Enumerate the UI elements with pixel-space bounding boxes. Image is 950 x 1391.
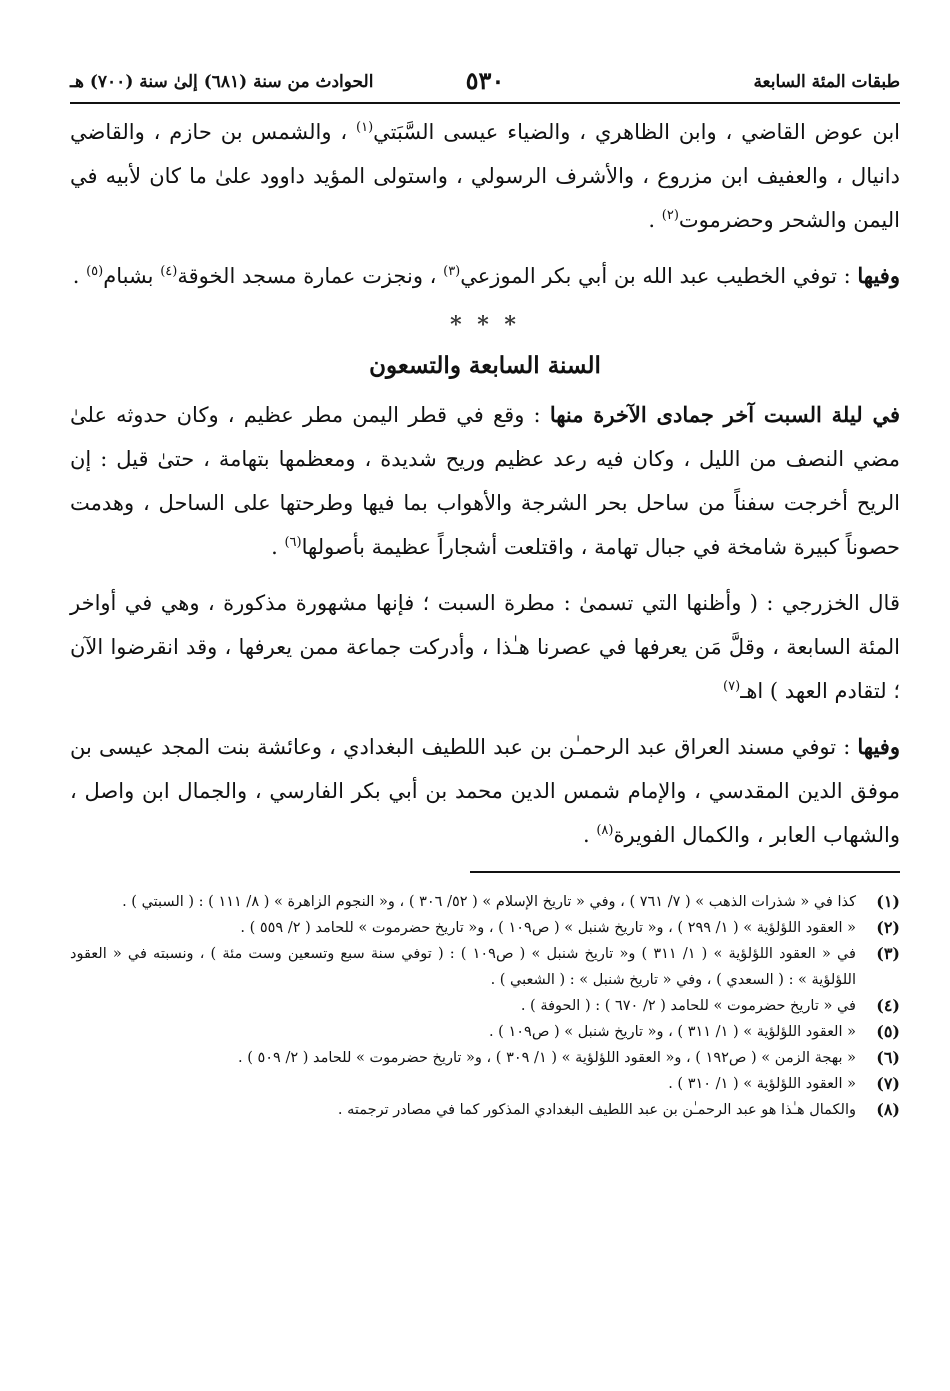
text-run: ، والشمس بن حازم ، والقاضي دانيال ، والعفيف ابن مزروع ، والأشرف الرسولي ، واستولى المؤيد داوود علىٰ ما كان لأبيه في اليمن والشحر وحضرموت bbox=[70, 120, 900, 232]
text-run: : توفي مسند العراق عبد الرحمـٰن بن عبد اللطيف البغدادي ، وعائشة بنت المجد عيسى بن موفق الدين المقدسي ، والإمام شمس الدين محمد بن أبي بكر الفارسي ، والجمال ابن واصل ، والشهاب العابر ، والكمال الفويرة bbox=[70, 735, 900, 847]
paragraph-1 bbox=[70, 110, 900, 242]
footnote bbox=[70, 1019, 900, 1045]
text-run: بشبام bbox=[103, 264, 161, 288]
footnote bbox=[70, 941, 900, 993]
footnote-number: (١) bbox=[876, 892, 900, 911]
footnote-text: « العقود اللؤلؤية » ( ١/ ٣١٠ ) . bbox=[668, 1076, 856, 1092]
footnote bbox=[70, 889, 900, 915]
paragraph-4 bbox=[70, 581, 900, 713]
footnote bbox=[70, 1071, 900, 1097]
footnote bbox=[70, 1045, 900, 1071]
text-run: . bbox=[271, 535, 285, 559]
footnote-number: (٦) bbox=[876, 1048, 900, 1067]
text-run: : وقع في قطر اليمن مطر عظيم ، وكان حدوثه علىٰ مضي النصف من الليل ، وكان فيه رعد عظيم وريح شديدة ، ومعظمها بتهامة ، حتىٰ قيل : إن الريح أخرجت سفناً من ساحل بحر الشرجة والأهواب بما فيها وطرحتها على الساحل ، وهدمت حصوناً كبيرة شامخة في جبال تهامة ، واقتلعت أشجاراً عظيمة بأصولها bbox=[70, 403, 900, 559]
footnote-ref-5[interactable]: (٥) bbox=[86, 264, 104, 279]
footnote bbox=[70, 993, 900, 1019]
footnote-ref-8[interactable]: (٨) bbox=[596, 823, 614, 838]
header-section-title: الحوادث من سنة (٦٨١) إلىٰ سنة (٧٠٠) هـ bbox=[70, 72, 374, 92]
text-run: . bbox=[72, 264, 87, 288]
footnote-number: (٥) bbox=[876, 1022, 900, 1041]
text-run: ، ونجزت عمارة مسجد الخوقة bbox=[177, 264, 444, 288]
book-page bbox=[70, 66, 900, 1123]
lead-phrase: في ليلة السبت آخر جمادى الآخرة منها bbox=[549, 402, 900, 427]
footnote-text: « العقود اللؤلؤية » ( ١/ ٢٩٩ ) ، و« تاريخ شنبل » ( ص١٠٩ ) ، و« تاريخ حضرموت » للحامد ( ٢/ ٥٥٩ ) . bbox=[240, 920, 856, 936]
text-run: . bbox=[648, 208, 662, 232]
footnote-text: « العقود اللؤلؤية » ( ١/ ٣١١ ) ، و« تاريخ شنبل » ( ص١٠٩ ) . bbox=[488, 1024, 856, 1040]
footnote-number: (٢) bbox=[876, 918, 900, 937]
header-book-title: طبقات المئة السابعة bbox=[753, 72, 900, 92]
text-run: : توفي الخطيب عبد الله بن أبي بكر الموزعي bbox=[460, 264, 858, 288]
footnote bbox=[70, 915, 900, 941]
footnote-ref-3[interactable]: (٣) bbox=[443, 264, 461, 279]
paragraph-5 bbox=[70, 725, 900, 857]
footnote-number: (٤) bbox=[876, 996, 900, 1015]
footnote-ref-1[interactable]: (١) bbox=[356, 120, 374, 135]
footnote-rule bbox=[470, 871, 900, 873]
lead-word: وفيها bbox=[857, 263, 900, 288]
text-run: . bbox=[582, 823, 597, 847]
lead-word: وفيها bbox=[857, 734, 900, 759]
paragraph-2 bbox=[70, 254, 900, 298]
footnote-text: في « تاريخ حضرموت » للحامد ( ٢/ ٦٧٠ ) : ( الحوفة ) . bbox=[520, 998, 856, 1014]
section-title: السنة السابعة والتسعون bbox=[369, 352, 601, 379]
section-divider-stars: * * * bbox=[450, 312, 520, 338]
footnotes bbox=[70, 889, 900, 1123]
footnote-text: كذا في « شذرات الذهب » ( ٧/ ٧٦١ ) ، وفي « تاريخ الإسلام » ( ٥٢/ ٣٠٦ ) ، و« النجوم الزاهرة » ( ٨/ ١١١ ) : ( السبتي ) . bbox=[122, 894, 856, 910]
page-number: ٥٣٠ bbox=[465, 66, 505, 95]
footnote bbox=[70, 1097, 900, 1123]
footnote-ref-7[interactable]: (٧) bbox=[723, 679, 741, 694]
footnote-ref-4[interactable]: (٤) bbox=[160, 264, 178, 279]
running-header bbox=[70, 66, 900, 100]
footnote-number: (٨) bbox=[876, 1100, 900, 1119]
footnote-text: في « العقود اللؤلؤية » ( ١/ ٣١١ ) و« تاريخ شنبل » ( ص١٠٩ ) : ( توفي سنة سبع وتسعين وست مئة ) ، ونسبته في « العقود اللؤلؤية » : ( السعدي ) ، وفي « تاريخ شنبل » : ( الشعبي ) . bbox=[70, 946, 856, 988]
paragraph-3 bbox=[70, 393, 900, 569]
footnote-ref-6[interactable]: (٦) bbox=[284, 535, 302, 550]
footnote-number: (٣) bbox=[876, 944, 900, 963]
footnote-text: والكمال هـٰذا هو عبد الرحمـٰن بن عبد اللطيف البغدادي المذكور كما في مصادر ترجمته . bbox=[337, 1102, 856, 1118]
footnote-ref-2[interactable]: (٢) bbox=[661, 208, 679, 223]
text-run: ابن عوض القاضي ، وابن الظاهري ، والضياء عيسى السَّبَتي bbox=[373, 120, 900, 144]
header-rule bbox=[70, 102, 900, 104]
text-run: قال الخزرجي : ( وأظنها التي تسمىٰ : مطرة السبت ؛ فإنها مشهورة مذكورة ، وهي في أواخر المئة السابعة ، وقلَّ مَن يعرفها في عصرنا هـٰذا ، وأدركت جماعة ممن يعرفها ، وقد انقرضوا الآن ؛ لتقادم العهد ) اهـ bbox=[70, 591, 900, 703]
footnote-number: (٧) bbox=[876, 1074, 900, 1093]
footnote-text: « بهجة الزمن » ( ص١٩٢ ) ، و« العقود اللؤلؤية » ( ١/ ٣٠٩ ) ، و« تاريخ حضرموت » للحامد ( ٢/ ٥٠٩ ) . bbox=[238, 1050, 856, 1066]
